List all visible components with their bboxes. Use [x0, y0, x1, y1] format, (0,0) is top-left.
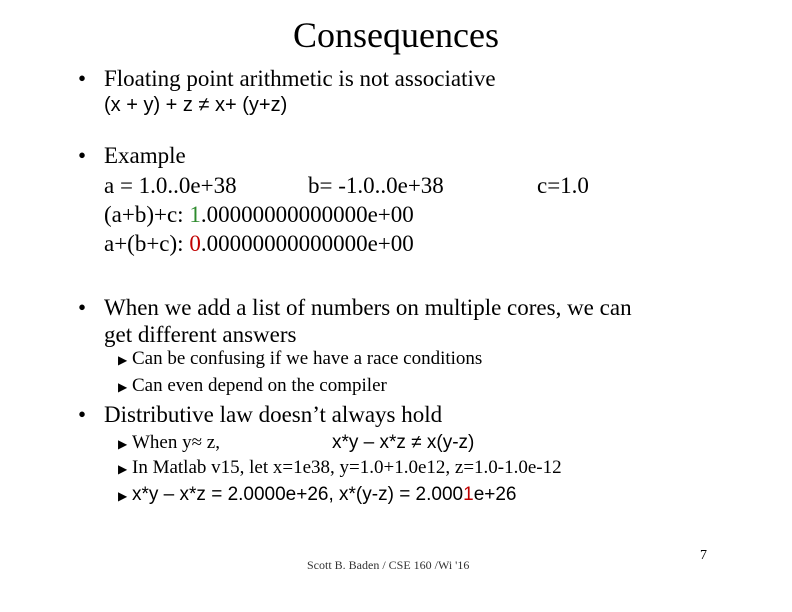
bullet-dot: • [78, 143, 87, 168]
bullet-4-sub-2-text: In Matlab v15, let x=1e38, y=1.0+1.0e12, z=1.0-1.0e-12 [132, 457, 562, 478]
bullet-4-sub-3-a: x*y – x*z = 2.0000e+26, x*(y-z) = 2.000 [132, 484, 464, 505]
bullet-4-sub-1-a: When y≈ z, [132, 432, 220, 453]
example-b: b= -1.0..0e+38 [308, 173, 444, 198]
bullet-2-line-1: Example [104, 143, 186, 168]
bullet-3-sub-1 [118, 348, 482, 370]
result-2-rest: .00000000000000e+00 [200, 231, 414, 256]
arrow-right-icon: ▶ [118, 489, 128, 503]
page-number: 7 [700, 548, 707, 563]
bullet-3-line-2: get different answers [104, 322, 297, 347]
bullet-3-line-1: When we add a list of numbers on multiple cores, we can [104, 295, 632, 320]
result-1-rest: .00000000000000e+00 [200, 202, 414, 227]
arrow-right-icon: ▶ [118, 437, 128, 451]
example-a: a = 1.0..0e+38 [104, 173, 237, 198]
bullet-1-line-2: (x + y) + z ≠ x+ (y+z) [104, 94, 288, 116]
bullet-3-sub-2-text: Can even depend on the compiler [132, 375, 387, 396]
bullet-4-line-1: Distributive law doesn’t always hold [104, 402, 443, 427]
bullet-4-sub-2 [118, 457, 562, 479]
bullet-dot: • [78, 295, 87, 320]
bullet-4-sub-3-red: 1 [463, 484, 474, 505]
result-1-prefix: (a+b)+c: [104, 202, 190, 227]
bullet-1-line-1: Floating point arithmetic is not associative [104, 66, 496, 91]
bullet-4-sub-3-b: e+26 [473, 484, 517, 505]
slide-title: Consequences [293, 15, 499, 55]
result-2-digit: 0 [189, 231, 201, 256]
footer-credit: Scott B. Baden / CSE 160 /Wi '16 [307, 558, 470, 572]
bullet-4-sub-3 [118, 484, 516, 506]
example-result-1 [104, 202, 414, 228]
bullet-3-sub-1-text: Can be confusing if we have a race conditions [132, 348, 483, 369]
bullet-dot: • [78, 66, 87, 91]
arrow-right-icon: ▶ [118, 380, 128, 394]
result-2-prefix: a+(b+c): [104, 231, 190, 256]
arrow-right-icon: ▶ [118, 353, 128, 367]
arrow-right-icon: ▶ [118, 462, 128, 476]
example-result-2 [104, 231, 414, 257]
bullet-4-sub-1-b: x*y – x*z ≠ x(y-z) [332, 432, 475, 453]
result-1-digit: 1 [189, 202, 201, 227]
bullet-3-sub-2 [118, 375, 387, 397]
bullet-dot: • [78, 402, 87, 427]
example-c: c=1.0 [537, 173, 589, 198]
bullet-4-sub-1 [118, 432, 220, 454]
